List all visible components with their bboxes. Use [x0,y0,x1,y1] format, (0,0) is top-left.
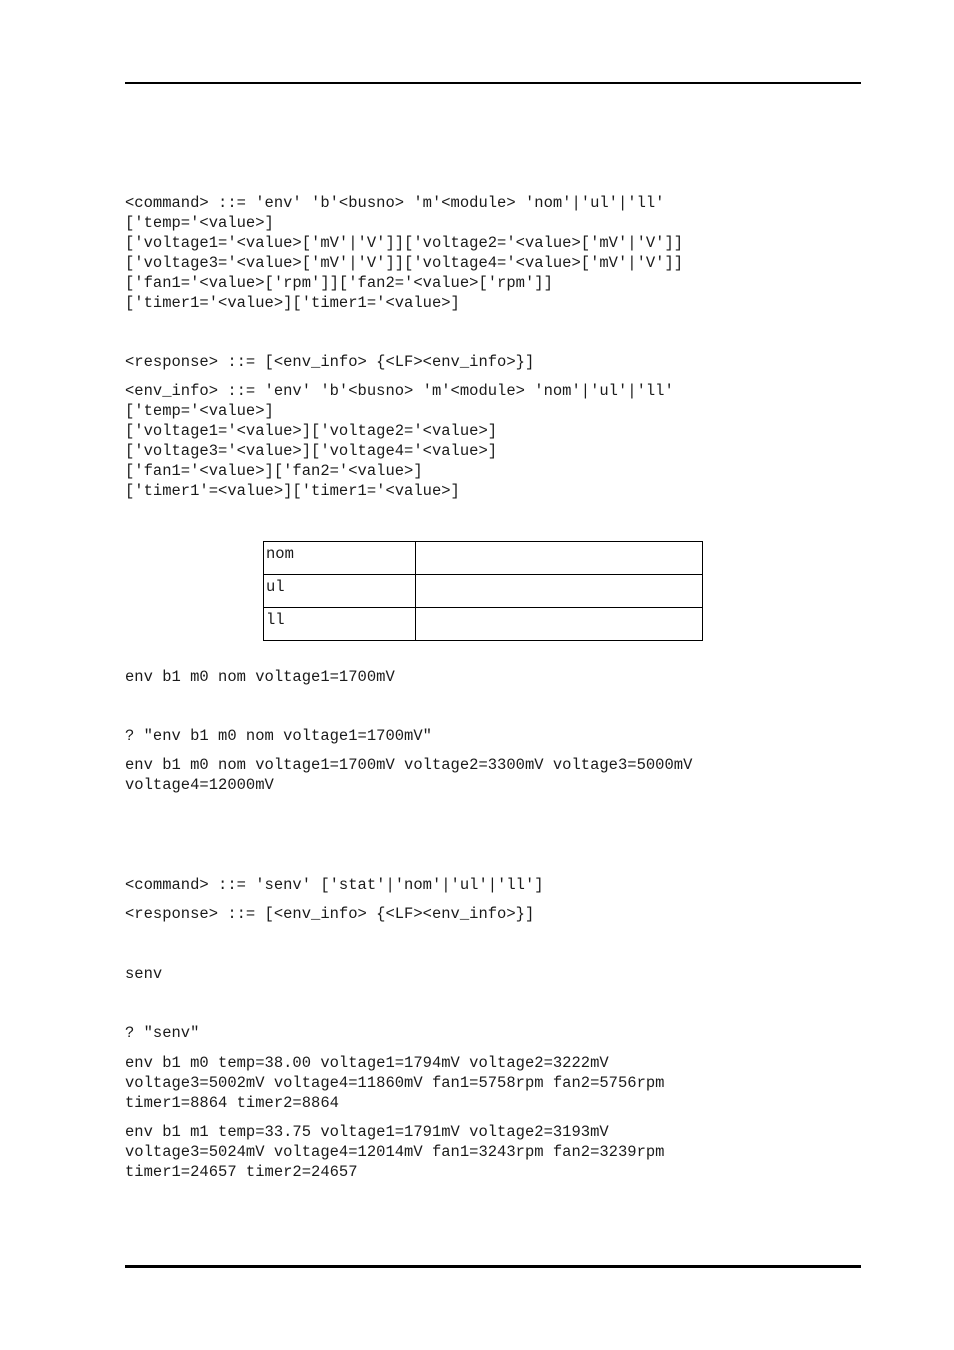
senv-example-command: senv [125,965,163,983]
response-line: env b1 m0 temp=38.00 voltage1=1794mV voltage2=3222mV [125,1054,609,1072]
senv-command-syntax: <command> ::= 'senv' ['stat'|'nom'|'ul'|'ll'] [125,876,544,894]
table-cell-key: nom [264,542,416,575]
table-cell-description [416,575,703,608]
env-response-syntax: <response> ::= [<env_info> {<LF><env_info>}] [125,353,535,371]
syntax-line: ['temp='<value>] [125,402,274,420]
env-command-syntax [125,193,683,313]
table-row [264,542,703,575]
table-cell-description [416,542,703,575]
syntax-line: ['fan1='<value>['rpm']]['fan2='<value>['rpm']] [125,274,553,292]
header-rule [125,82,861,84]
env-example-echo: ? "env b1 m0 nom voltage1=1700mV" [125,727,432,745]
response-line: voltage3=5002mV voltage4=11860mV fan1=5758rpm fan2=5756rpm [125,1074,665,1092]
env-example-response [125,755,692,795]
senv-example-echo: ? "senv" [125,1024,200,1042]
response-line: voltage4=12000mV [125,776,274,794]
response-line: env b1 m1 temp=33.75 voltage1=1791mV voltage2=3193mV [125,1123,609,1141]
syntax-line: ['timer1='<value>]['timer1='<value>] [125,294,460,312]
syntax-line: ['voltage1='<value>]['voltage2='<value>] [125,422,498,440]
syntax-line: ['fan1='<value>]['fan2='<value>] [125,462,423,480]
table-cell-key: ul [264,575,416,608]
table-row [264,608,703,641]
syntax-line: <command> ::= 'env' 'b'<busno> 'm'<module> 'nom'|'ul'|'ll' [125,194,665,212]
env-info-syntax [125,381,674,501]
syntax-line: ['timer1'=<value>]['timer1='<value>] [125,482,460,500]
response-line: timer1=8864 timer2=8864 [125,1094,339,1112]
response-line: env b1 m0 nom voltage1=1700mV voltage2=3300mV voltage3=5000mV [125,756,693,774]
response-line: voltage3=5024mV voltage4=12014mV fan1=3243rpm fan2=3239rpm [125,1143,665,1161]
senv-response-m0 [125,1053,665,1113]
syntax-line: ['voltage1='<value>['mV'|'V']]['voltage2='<value>['mV'|'V']] [125,234,684,252]
env-example-command: env b1 m0 nom voltage1=1700mV [125,668,395,686]
table-row [264,575,703,608]
syntax-line: ['voltage3='<value>['mV'|'V']]['voltage4='<value>['mV'|'V']] [125,254,684,272]
senv-response-m1 [125,1122,665,1182]
table-cell-description [416,608,703,641]
syntax-line: ['voltage3='<value>]['voltage4='<value>] [125,442,498,460]
syntax-line: ['temp='<value>] [125,214,274,232]
response-line: timer1=24657 timer2=24657 [125,1163,358,1181]
senv-response-syntax: <response> ::= [<env_info> {<LF><env_info>}] [125,905,535,923]
limits-table [263,541,703,641]
footer-rule [125,1265,861,1268]
table-cell-key: ll [264,608,416,641]
syntax-line: <env_info> ::= 'env' 'b'<busno> 'm'<module> 'nom'|'ul'|'ll' [125,382,674,400]
